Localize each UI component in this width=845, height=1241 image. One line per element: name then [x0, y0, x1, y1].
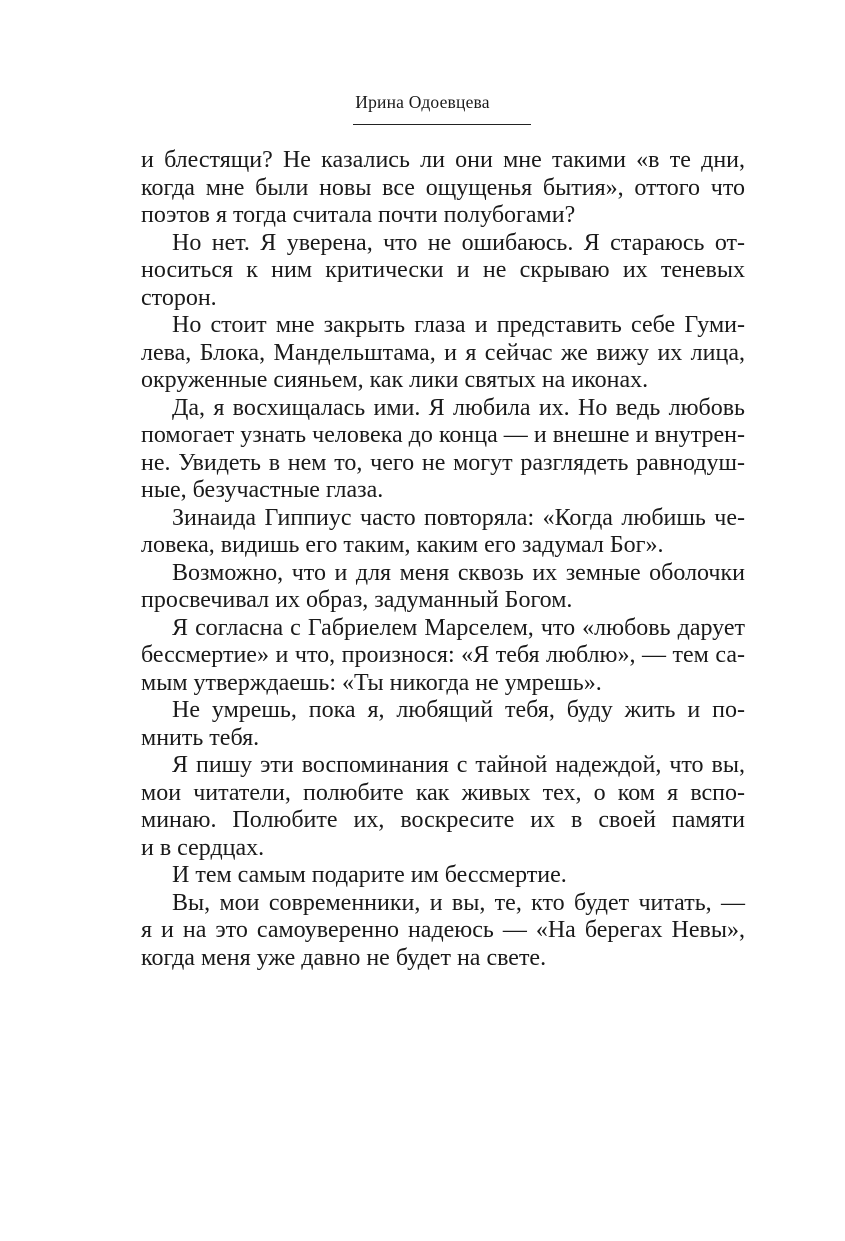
paragraph: [141, 395, 745, 505]
text-line: не. Увидеть в нем то, чего не могут разглядеть равнодуш-: [141, 449, 745, 476]
text-line: Зинаида Гиппиус часто повторяла: «Когда любишь че-: [172, 504, 745, 531]
running-title: Ирина Одоевцева: [355, 92, 490, 112]
text-line: Вы, мои современники, и вы, те, кто будет читать, —: [172, 889, 745, 916]
text-line: мнить тебя.: [141, 724, 260, 751]
paragraph: [141, 862, 745, 890]
text-line: помогает узнать человека до конца — и внешне и внутрен-: [141, 422, 745, 448]
page-body: [141, 147, 745, 972]
text-line: и блестящи? Не казались ли они мне такими «в те дни,: [141, 147, 745, 173]
text-line: когда меня уже давно не будет на свете.: [141, 944, 547, 971]
paragraph: [141, 890, 745, 973]
text-line: мым утверждаешь: «Ты никогда не умрешь».: [141, 669, 602, 696]
text-line: И тем самым подарите им бессмертие.: [172, 862, 567, 888]
text-line: Но нет. Я уверена, что не ошибаюсь. Я стараюсь от-: [172, 229, 745, 256]
text-line: Не умрешь, пока я, любящий тебя, буду жить и по-: [172, 697, 745, 723]
text-line: ловека, видишь его таким, каким его задумал Бог».: [141, 532, 664, 558]
paragraph: [141, 312, 745, 395]
text-line: просвечивал их образ, задуманный Богом.: [141, 587, 573, 613]
paragraph: [141, 615, 745, 698]
text-line: Да, я восхищалась ими. Я любила их. Но ведь любовь: [172, 394, 745, 421]
text-line: Я пишу эти воспоминания с тайной надеждой, что вы,: [172, 752, 745, 778]
text-line: окруженные сияньем, как лики святых на иконах.: [141, 367, 649, 393]
text-line: и в сердцах.: [141, 834, 265, 861]
text-line: лева, Блока, Мандельштама, и я сейчас же вижу их лица,: [141, 339, 745, 366]
text-line: сторон.: [141, 284, 217, 311]
running-header: [0, 92, 845, 113]
text-line: ные, безучастные глаза.: [141, 477, 384, 503]
text-line: минаю. Полюбите их, воскресите их в своей памяти: [141, 807, 745, 833]
text-line: когда мне были новы все ощущенья бытия», оттого что: [141, 174, 745, 201]
paragraph: [141, 752, 745, 862]
header-rule: [353, 124, 531, 125]
text-line: Возможно, что и для меня сквозь их земные оболочки: [172, 559, 745, 586]
paragraph: [141, 505, 745, 560]
text-line: поэтов я тогда считала почти полубогами?: [141, 202, 576, 228]
text-line: бессмертие» и что, произнося: «Я тебя люблю», — тем са-: [141, 642, 745, 668]
text-line: я и на это самоуверенно надеюсь — «На берегах Невы»,: [141, 917, 745, 943]
text-line: Я согласна с Габриелем Марселем, что «любовь дарует: [172, 614, 745, 641]
text-line: мои читатели, полюбите как живых тех, о ком я вспо-: [141, 779, 745, 806]
text-line: Но стоит мне закрыть глаза и представить себе Гуми-: [172, 312, 745, 338]
paragraph: [141, 560, 745, 615]
text-line: носиться к ним критически и не скрываю их теневых: [141, 257, 745, 283]
paragraph: [141, 230, 745, 313]
paragraph: [141, 697, 745, 752]
paragraph: [141, 147, 745, 230]
